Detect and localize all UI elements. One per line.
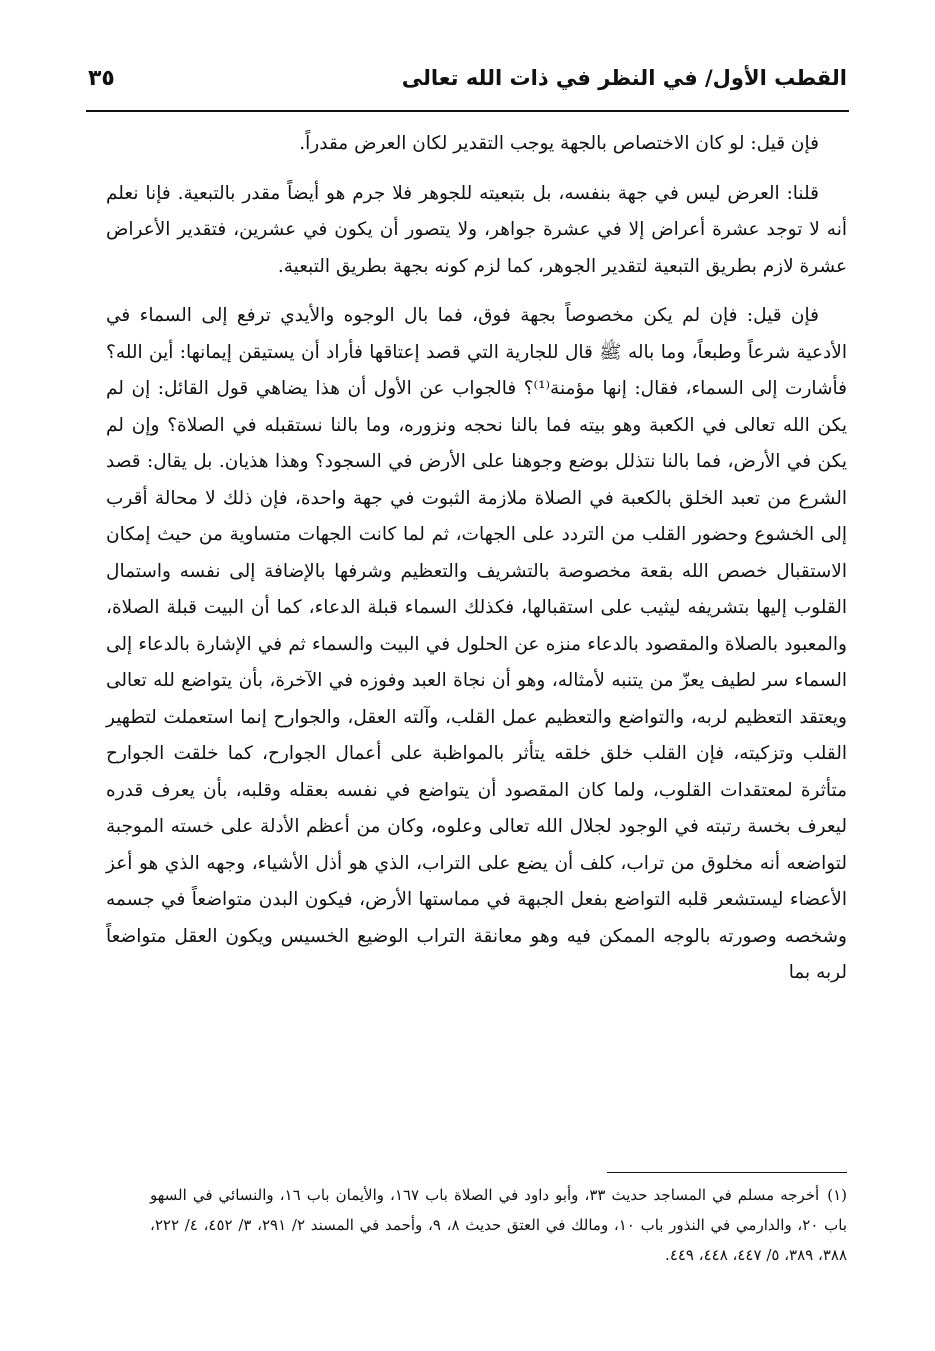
footnote bbox=[150, 1180, 847, 1270]
paragraph: فإن قيل: لو كان الاختصاص بالجهة يوجب التقدير لكان العرض مقدراً. bbox=[299, 133, 819, 154]
header-rule bbox=[86, 110, 849, 112]
page-number: ٣٥ bbox=[88, 66, 115, 91]
footnote-rule bbox=[607, 1172, 847, 1173]
footnote-text: أخرجه مسلم في المساجد حديث ٣٣، وأبو داود في الصلاة باب ١٦٧، والأيمان باب ١٦، والنسائي في السهو باب ٢٠، والدارمي في النذور باب ١٠، ومالك في العتق حديث ٨، ٩، وأحمد في المسند ٢/ ٢٩١، ٣/ ٤٥٢، ٤/ ٢٢٢، ٣٨٨، ٣٨٩، ٥/ ٤٤٧، ٤٤٨، ٤٤٩. bbox=[150, 1186, 847, 1264]
footnotes bbox=[150, 1180, 847, 1270]
body-text bbox=[106, 126, 847, 992]
paragraph: فإن قيل: فإن لم يكن مخصوصاً بجهة فوق، فما بال الوجوه والأيدي ترفع إلى السماء في الأدعية شرعاً وطبعاً، وما باله ﷺ قال للجارية التي قصد إعتاقها فأراد أن يستيقن إيمانها: أين الله؟ فأشارت إلى السماء، فقال: إنها مؤمنة⁽¹⁾؟ فالجواب عن الأول أن هذا يضاهي قول القائل: إن لم يكن الله تعالى في الكعبة وهو بيته فما بالنا نحجه ونزوره، وما بالنا نستقبله في الصلاة؟ وإن لم يكن في الأرض، فما بالنا نتذلل بوضع وجوهنا على الأرض في السجود؟ وهذا هذيان. بل يقال: قصد الشرع من تعبد الخلق بالكعبة في الصلاة ملازمة الثبوت في جهة واحدة، فإن ذلك لا محالة أقرب إلى الخشوع وحضور القلب من التردد على الجهات، ثم لما كانت الجهات متساوية من حيث إمكان الاستقبال خصص الله بقعة مخصوصة بالتشريف والتعظيم وشرفها بالإضافة إلى نفسه واستمال القلوب إليها بتشريفه ليثيب على استقبالها، فكذلك السماء قبلة الدعاء، كما أن البيت قبلة الصلاة، والمعبود بالصلاة والمقصود بالدعاء منزه عن الحلول في البيت والسماء ثم في الإشارة بالدعاء إلى السماء سر لطيف يعزّ من يتنبه لأمثاله، وهو أن نجاة العبد وفوزه في الآخرة، بأن يتواضع لله تعالى ويعتقد التعظيم لربه، والتواضع والتعظيم عمل القلب، وآلته العقل، والجوارح إنما استعملت لتطهير القلب وتزكيته، فإن القلب خلق خلقه يتأثر بالمواظبة على أعمال الجوارح، كما خلقت الجوارح متأثرة لمعتقدات القلوب، ولما كان المقصود أن يتواضع في نفسه بعقله وقلبه، بأن يعرف قدره ليعرف بخسة رتبته في الوجود لجلال الله تعالى وعلوه، وكان من أعظم الأدلة على خسته الموجبة لتواضعه أنه مخلوق من تراب، كلف أن يضع على التراب، الذي هو أذل الأشياء، وجهه الذي هو أعز الأعضاء ليستشعر قلبه التواضع بفعل الجبهة في مماستها الأرض، فيكون البدن متواضعاً في جسمه وشخصه وصورته بالوجه الممكن فيه وهو معانقة التراب الوضيع الخسيس ويكون العقل متواضعاً لربه بما bbox=[106, 305, 848, 983]
footnote-marker: (١) bbox=[827, 1186, 848, 1204]
running-header bbox=[88, 66, 847, 108]
running-title: القطب الأول/ في النظر في ذات الله تعالى bbox=[401, 66, 847, 90]
paragraph: قلنا: العرض ليس في جهة بنفسه، بل بتبعيته للجوهر فلا جرم هو أيضاً مقدر بالتبعية. فإنا نعلم أنه لا توجد عشرة أعراض إلا في عشرة جواهر، ولا يتصور أن يكون في عشرين، فتقدير الأعراض عشرة لازم بطريق التبعية لتقدير الجوهر، كما لزم كونه بجهة بطريق التبعية. bbox=[106, 182, 847, 277]
